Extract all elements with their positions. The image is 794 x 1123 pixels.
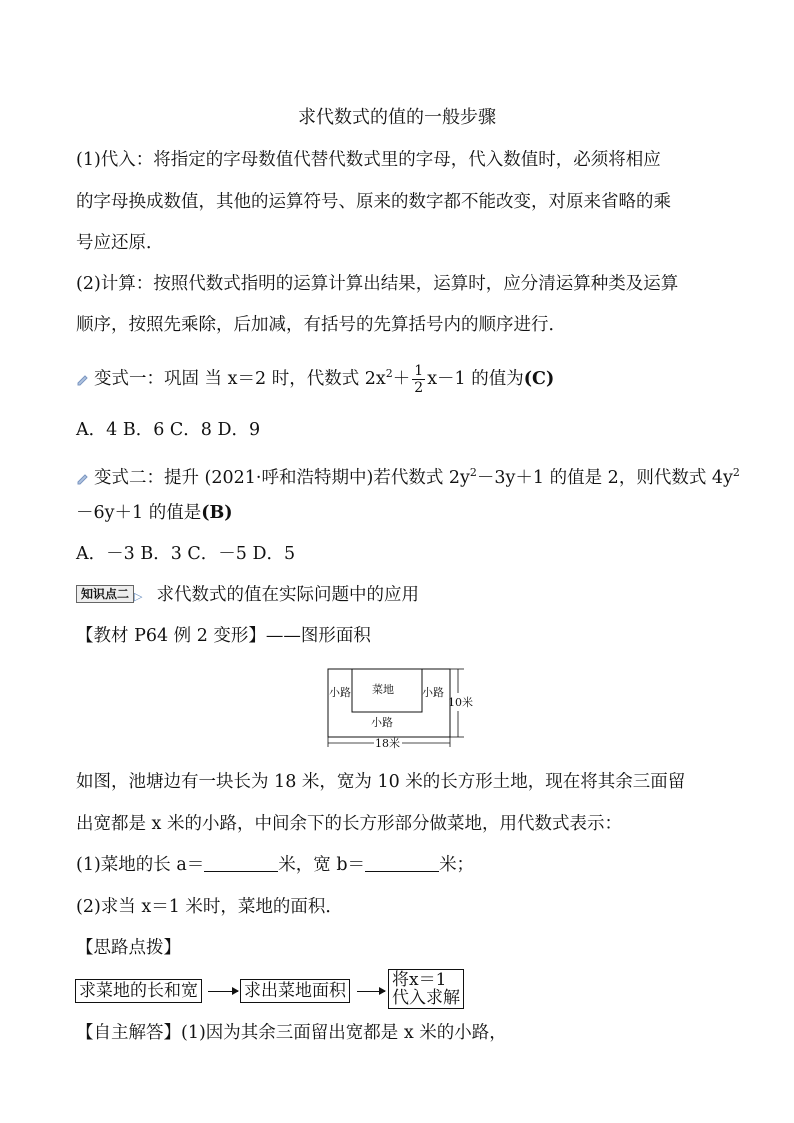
step1-line1: (1)代入：将指定的字母数值代替代数式里的字母，代入数值时，必须将相应 <box>76 150 661 170</box>
path-right-label: 小路 <box>422 686 444 699</box>
problem-q1 <box>76 853 474 877</box>
path-left-label: 小路 <box>329 686 351 699</box>
path-bottom-label: 小路 <box>371 716 393 729</box>
variant1-options: A．4 B．6 C．8 D．9 <box>76 420 261 440</box>
flow-box-3-line1: 将x＝1 <box>392 970 447 990</box>
problem-line2: 出宽都是 x 米的小路，中间余下的长方形部分做菜地，用代数式表示： <box>76 814 622 834</box>
variant1-answer: (C) <box>523 368 555 389</box>
variant2-sup2: 2 <box>732 466 740 479</box>
flow-box-3 <box>388 969 464 1009</box>
answer-blank-a[interactable] <box>204 855 278 872</box>
variant1-suffix: x－1 的值为 <box>427 368 524 389</box>
problem-line1: 如图，池塘边有一块长为 18 米，宽为 10 米的长方形土地，现在将其余三面留 <box>76 772 686 792</box>
width-label: 18米 <box>375 737 400 750</box>
knowledge-tag: 知识点二 <box>76 585 134 603</box>
fraction-numerator: 1 <box>414 362 424 379</box>
fraction-denominator: 2 <box>414 379 424 396</box>
flow-arrow-1 <box>208 991 238 992</box>
step2-line2: 顺序，按照先乘除，后加减，有括号的先算括号内的顺序进行． <box>76 315 566 335</box>
solution-text: (1)因为其余三面留出宽都是 x 米的小路， <box>181 1023 507 1043</box>
variant2-mid: －3y＋1 的值是 2，则代数式 4y <box>476 467 733 488</box>
q1-length-text: (1)菜地的长 a＝ <box>76 855 205 875</box>
flow-box-1: 求菜地的长和宽 <box>75 979 202 1003</box>
problem-q2: (2)求当 x＝1 米时，菜地的面积． <box>76 897 343 917</box>
variant1-plus: ＋ <box>392 368 411 389</box>
knowledge-heading-row <box>76 583 419 609</box>
variant1-prefix: 变式一：巩固 当 x＝2 时，代数式 2x <box>94 368 386 389</box>
textbook-reference: 【教材 P64 例 2 变形】——图形面积 <box>76 626 371 646</box>
hint-heading: 【思路点拨】 <box>76 938 181 958</box>
variant1-sup: 2 <box>385 367 393 380</box>
step1-line2: 的字母换成数值，其他的运算符号、原来的数字都不能改变，对原来省略的乘 <box>76 192 671 212</box>
variant2-line1 <box>76 461 740 490</box>
height-label: 10米 <box>448 696 473 709</box>
q1-unit-b: 米； <box>439 855 475 875</box>
triangle-icon: ▷ <box>134 590 143 603</box>
page-title: 求代数式的值的一般步骤 <box>298 107 496 128</box>
step2-line1: (2)计算：按照代数式指明的运算计算出结果，运算时，应分清运算种类及运算 <box>76 274 679 294</box>
flow-arrow-2 <box>357 991 385 992</box>
step1-line3: 号应还原． <box>76 233 164 253</box>
pencil-icon <box>76 471 90 485</box>
variant2-line2-text: －6y＋1 的值是 <box>76 503 202 523</box>
variant2-sup1: 2 <box>469 466 477 479</box>
fraction <box>412 363 425 396</box>
variant1-question <box>76 362 554 396</box>
variant2-answer: (B) <box>201 503 233 523</box>
variant2-prefix: 变式二：提升 (2021·呼和浩特期中)若代数式 2y <box>94 467 470 488</box>
garden-label: 菜地 <box>372 683 394 696</box>
variant2-options: A．－3 B．3 C．－5 D．5 <box>76 544 296 564</box>
solution-row <box>76 1021 507 1045</box>
pencil-icon <box>76 372 90 386</box>
flow-box-3-line2: 代入求解 <box>392 988 460 1008</box>
answer-blank-b[interactable] <box>365 855 439 872</box>
variant2-line2 <box>76 501 233 525</box>
knowledge-heading: 求代数式的值在实际问题中的应用 <box>156 585 419 605</box>
q1-width-text: 米，宽 b＝ <box>278 855 366 875</box>
flow-box-2: 求出菜地面积 <box>240 979 350 1003</box>
solution-heading: 【自主解答】 <box>76 1023 181 1043</box>
